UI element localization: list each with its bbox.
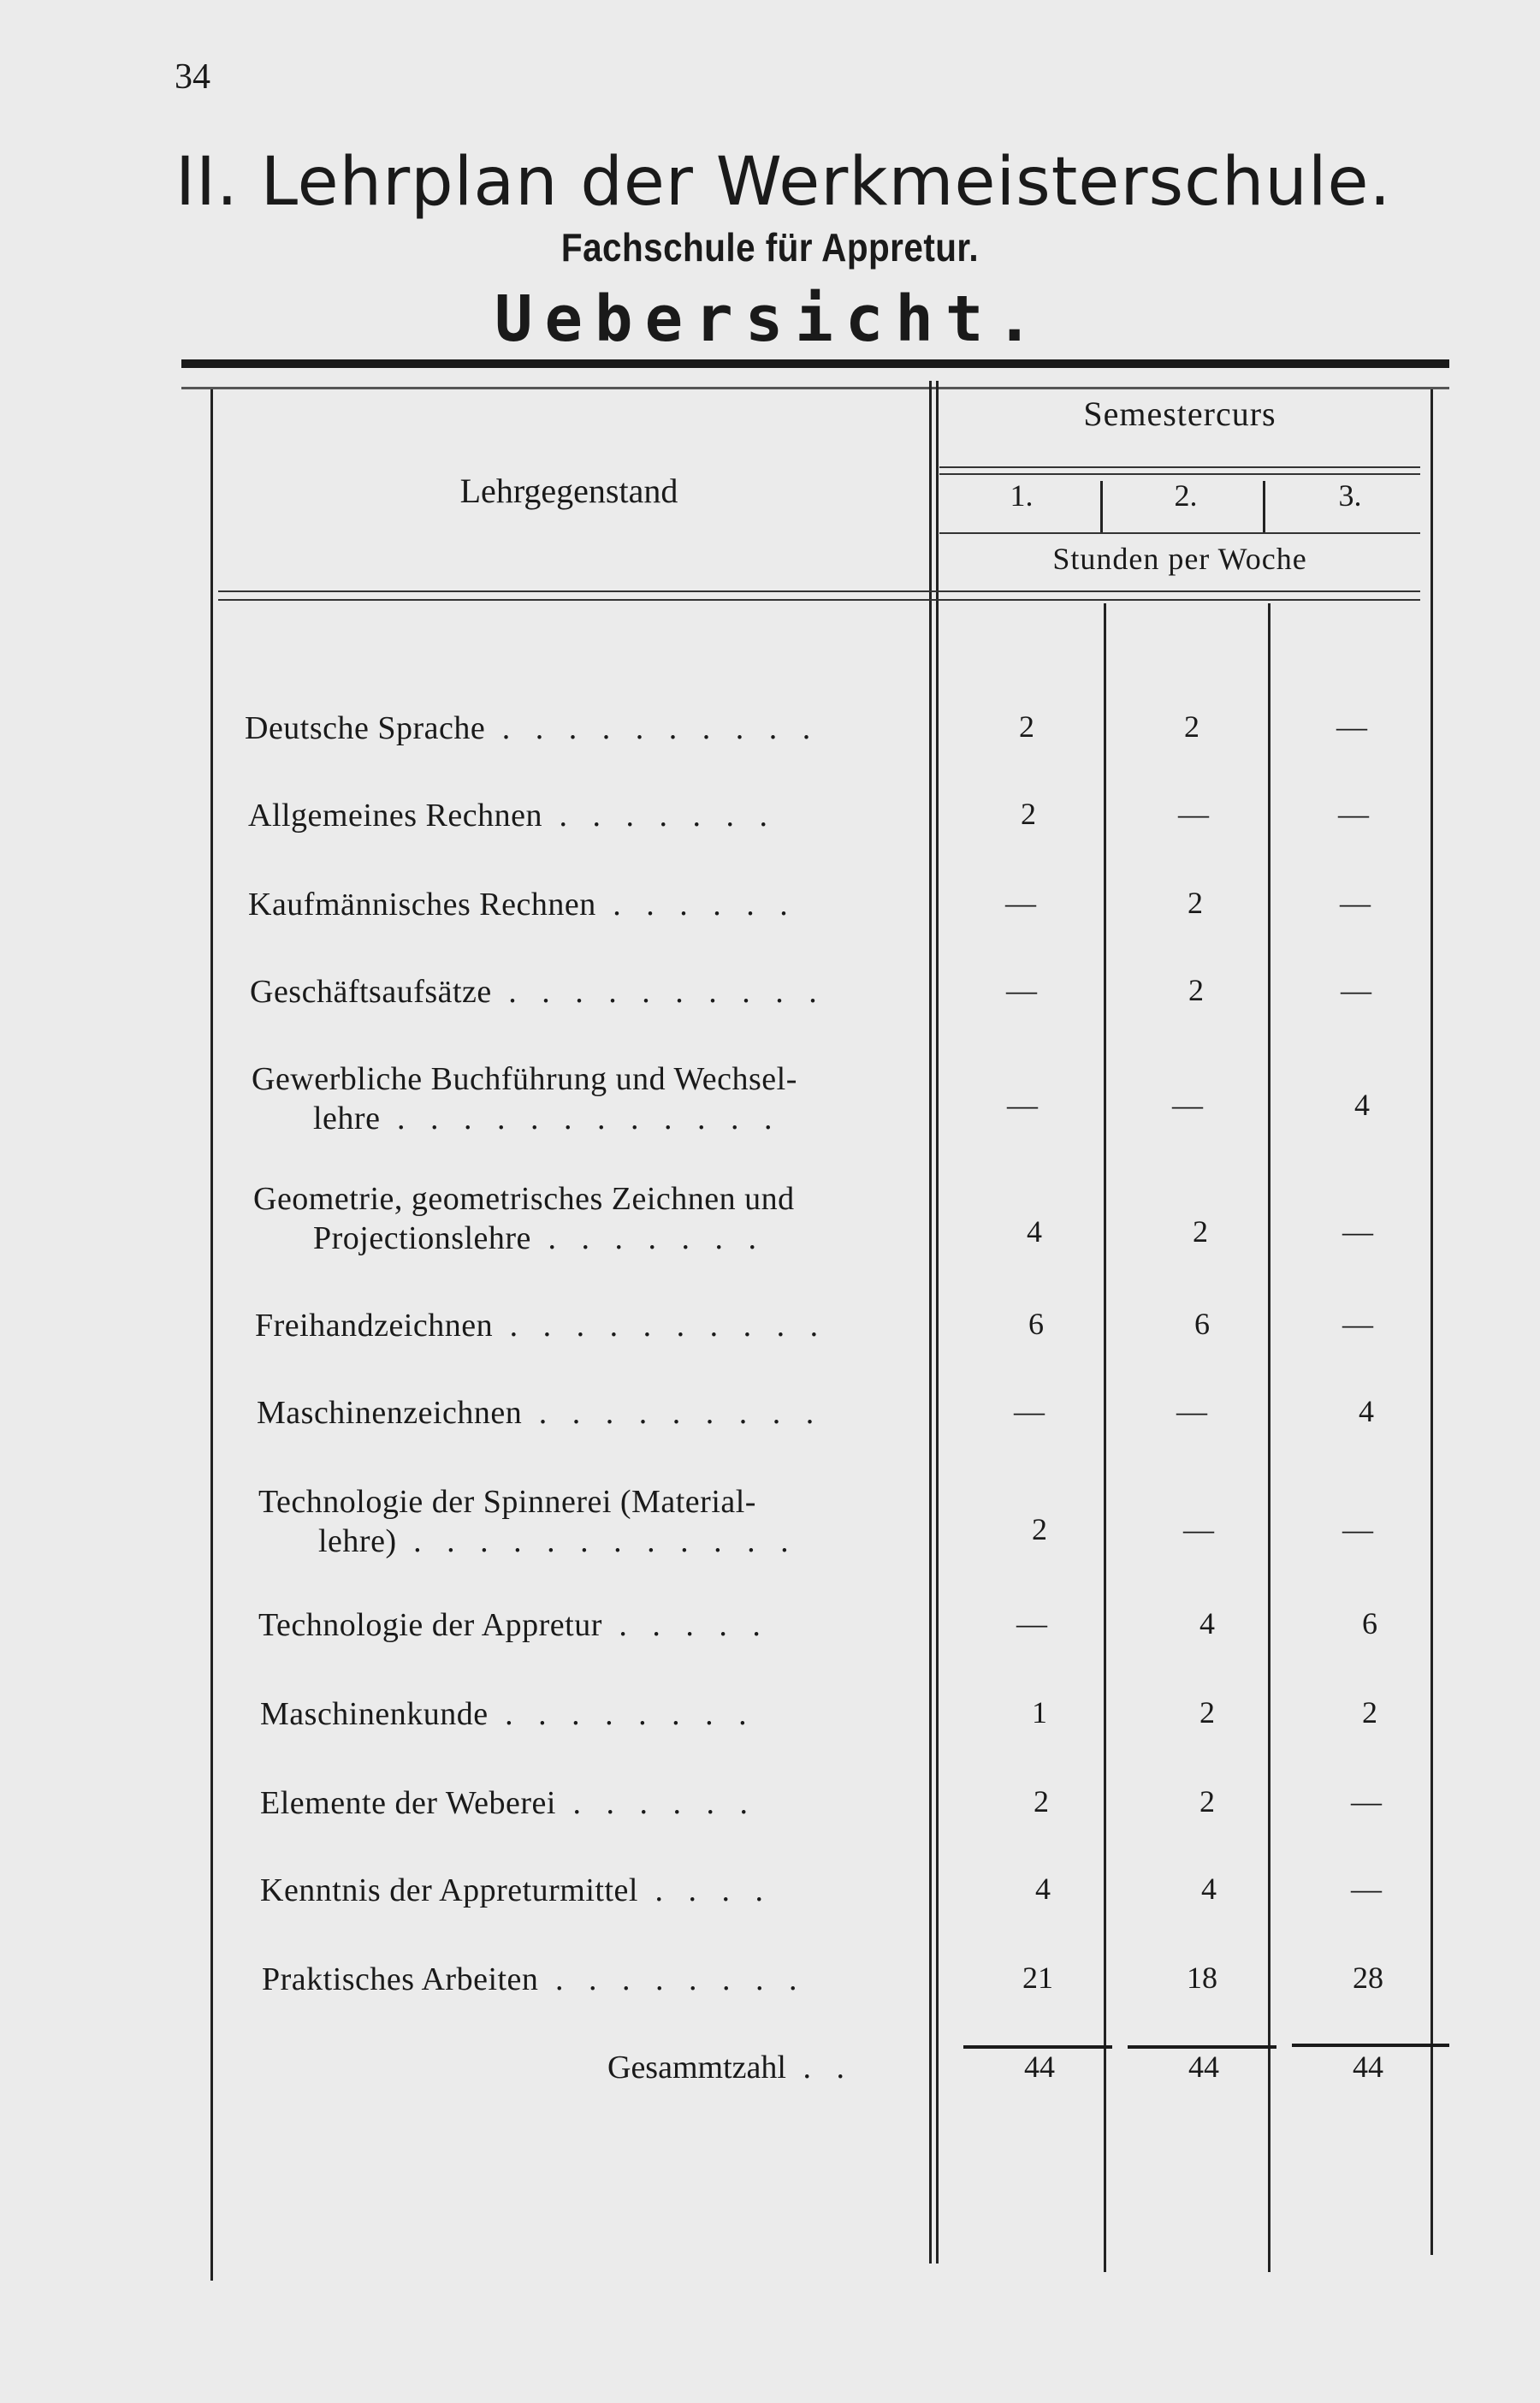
value-sem-1: —: [1007, 1088, 1038, 1122]
table-top-rule: [181, 359, 1449, 368]
value-sem-1: 2: [1032, 1512, 1047, 1546]
value-sem-2: 4: [1201, 1872, 1217, 1906]
value-sem-1: —: [1005, 886, 1036, 920]
semester-col-divider-1: [1104, 603, 1106, 2272]
leader-dots: . . . . . . . . . .: [485, 710, 820, 746]
value-sem-1: 2: [1019, 709, 1034, 744]
total-sem-1: 44: [1024, 2050, 1055, 2084]
semester-col-3: 3.: [1338, 478, 1362, 513]
semester-col-1: 1.: [1010, 478, 1034, 513]
value-sem-3: 2: [1362, 1695, 1377, 1730]
subject-label: Gewerbliche Buchführung und Wechsel-: [252, 1061, 797, 1097]
table-left-border: [210, 389, 213, 2281]
semester-header: Semestercurs: [1083, 395, 1276, 433]
value-sem-2: —: [1176, 1394, 1207, 1428]
value-sem-3: —: [1351, 1872, 1382, 1906]
subject-column-divider: [929, 381, 932, 2264]
value-sem-1: —: [1006, 973, 1037, 1007]
total-sem-2: 44: [1188, 2050, 1219, 2084]
leader-dots: . . . . . . .: [530, 1220, 765, 1256]
subject-label: Elemente der Weberei: [260, 1785, 556, 1821]
subject-label: Allgemeines Rechnen: [248, 798, 543, 834]
value-sem-2: 2: [1199, 1695, 1215, 1730]
value-sem-3: —: [1341, 973, 1371, 1007]
value-sem-1: 4: [1035, 1872, 1051, 1906]
page-title: II. Lehrplan der Werkmeisterschule.: [175, 144, 1392, 221]
leader-dots: . . . . . . . . . .: [493, 1308, 827, 1344]
semester-number-line: [939, 532, 1420, 534]
value-sem-3: 4: [1354, 1088, 1370, 1122]
subject-header: Lehrgegenstand: [459, 472, 678, 510]
total-rule-3: [1292, 2044, 1449, 2047]
value-sem-1: 2: [1034, 1784, 1049, 1819]
leader-dots: . . . . . . . . . .: [491, 974, 826, 1010]
value-sem-3: —: [1342, 1307, 1373, 1341]
leader-dots: . . . . . . . . . . . .: [380, 1101, 781, 1136]
value-sem-3: —: [1342, 1214, 1373, 1249]
value-sem-2: —: [1178, 797, 1209, 831]
value-sem-2: —: [1183, 1512, 1214, 1546]
value-sem-1: —: [1016, 1606, 1047, 1641]
total-sem-3: 44: [1353, 2050, 1383, 2084]
leader-dots: . . . . . . . . .: [522, 1395, 823, 1431]
value-sem-1: 21: [1022, 1961, 1053, 1995]
subject-label: Maschinenzeichnen: [257, 1395, 523, 1431]
semester-divider-2: [1263, 481, 1265, 534]
value-sem-3: 6: [1362, 1606, 1377, 1641]
value-sem-1: —: [1014, 1394, 1045, 1428]
value-sem-3: 28: [1353, 1961, 1383, 1995]
value-sem-2: 2: [1188, 886, 1203, 920]
page-subtitle: Fachschule für Appretur.: [560, 225, 980, 270]
subject-label: Geschäftsaufsätze: [250, 974, 492, 1010]
value-sem-2: 18: [1187, 1961, 1217, 1995]
leader-dots: . . . . .: [601, 1607, 769, 1643]
semester-header-line-2: [939, 473, 1420, 475]
leader-dots: . . . . . . .: [542, 798, 777, 834]
subject-label-continued: lehre: [313, 1101, 381, 1136]
value-sem-2: 2: [1188, 973, 1204, 1007]
leader-dots: . . . . . . . . . . . .: [396, 1523, 797, 1559]
total-label: Gesammtzahl . .: [607, 2050, 853, 2086]
subject-label: Kaufmännisches Rechnen: [248, 887, 596, 923]
value-sem-2: 2: [1193, 1214, 1208, 1249]
value-sem-3: —: [1340, 886, 1371, 920]
header-bottom-line-2: [218, 599, 1420, 601]
subject-label: Freihandzeichnen: [255, 1308, 494, 1344]
semester-col-divider-2: [1268, 603, 1270, 2272]
leader-dots: . . . . . . . .: [538, 1961, 806, 1997]
subject-label-continued: Projectionslehre: [313, 1220, 531, 1256]
overview-heading: Uebersicht.: [494, 282, 1046, 356]
subject-label: Kenntnis der Appreturmittel: [260, 1872, 638, 1908]
table-top-thin-rule: [181, 387, 1449, 389]
value-sem-3: —: [1342, 1512, 1373, 1546]
semester-header-line: [939, 466, 1420, 468]
value-sem-2: 2: [1184, 709, 1199, 744]
value-sem-2: 2: [1199, 1784, 1215, 1819]
value-sem-3: —: [1338, 797, 1369, 831]
value-sem-2: —: [1172, 1088, 1203, 1122]
subject-label: Geometrie, geometrisches Zeichnen und: [253, 1181, 795, 1217]
semester-col-2: 2.: [1174, 478, 1198, 513]
value-sem-3: —: [1351, 1784, 1382, 1819]
subject-label: Maschinenkunde: [260, 1696, 489, 1732]
page-number: 34: [175, 57, 210, 97]
header-bottom-line: [218, 590, 1420, 592]
leader-dots: . . . . . .: [595, 887, 797, 923]
value-sem-1: 4: [1027, 1214, 1042, 1249]
leader-dots: . . . . . . . .: [488, 1696, 755, 1732]
subject-label: Deutsche Sprache: [245, 710, 486, 746]
value-sem-2: 6: [1194, 1307, 1210, 1341]
value-sem-1: 1: [1032, 1695, 1047, 1730]
subject-column-divider-2: [936, 381, 939, 2264]
value-sem-3: 4: [1359, 1394, 1374, 1428]
value-sem-2: 4: [1199, 1606, 1215, 1641]
hours-header: Stunden per Woche: [1052, 542, 1307, 576]
semester-divider-1: [1100, 481, 1103, 534]
leader-dots: . . . . . .: [555, 1785, 756, 1821]
subject-label: Technologie der Appretur: [258, 1607, 602, 1643]
subject-label: Praktisches Arbeiten: [262, 1961, 539, 1997]
subject-label: Technologie der Spinnerei (Material-: [258, 1484, 756, 1520]
leader-dots: . . . .: [637, 1872, 772, 1908]
value-sem-1: 6: [1028, 1307, 1044, 1341]
value-sem-3: —: [1336, 709, 1367, 744]
subject-label-continued: lehre): [318, 1523, 397, 1559]
value-sem-1: 2: [1021, 797, 1036, 831]
